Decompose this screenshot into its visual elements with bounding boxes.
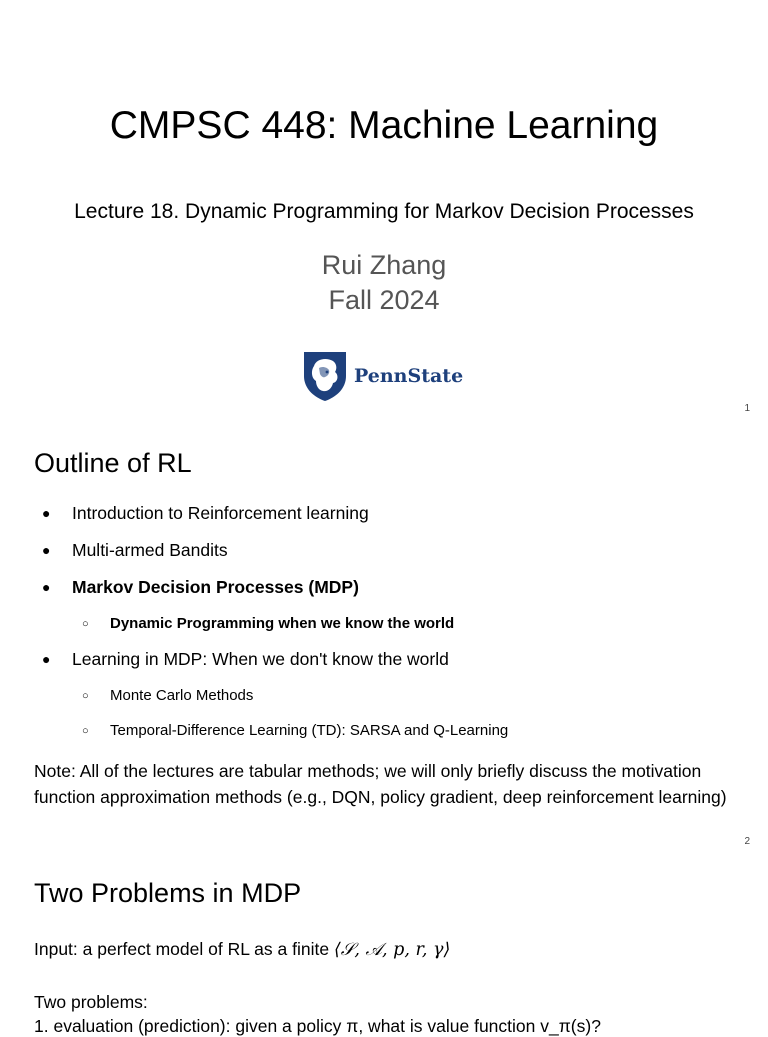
slide-title: Outline of RL — [34, 448, 192, 478]
note-paragraph: Note: All of the lectures are tabular methods; we will only briefly discuss the motivation function approximation methods (e.g., DQN, policy gradient, deep reinforcement learning) — [34, 761, 727, 807]
page-number: 2 — [744, 836, 750, 847]
bullet-icon: ● — [42, 579, 51, 595]
bullet-icon: ● — [42, 542, 51, 558]
author-name: Rui Zhang — [321, 250, 447, 280]
sub-bullet-icon: ○ — [82, 690, 89, 702]
course-title: CMPSC 448: Machine Learning — [109, 104, 659, 147]
pennstate-logo — [302, 350, 463, 402]
author-block — [0, 248, 768, 318]
term: Fall 2024 — [328, 285, 440, 315]
problem-item-evaluation: 1. evaluation (prediction): given a policy π, what is value function v_π(s)? — [34, 1016, 601, 1036]
title-slide — [0, 0, 768, 432]
lecture-subtitle: Lecture 18. Dynamic Programming for Markov Decision Processes — [74, 200, 694, 223]
logo-wordmark: PennState — [354, 365, 464, 387]
slide-title: Two Problems in MDP — [34, 878, 302, 908]
mdp-tuple: ⟨𝒮, 𝒜, p, r, γ⟩ — [333, 940, 451, 960]
two-problems-slide — [0, 866, 768, 1036]
sub-bullet-icon: ○ — [82, 618, 89, 630]
nittany-lion-shield-icon — [302, 350, 348, 402]
two-problems-label: Two problems: — [34, 992, 148, 1012]
bullet-icon: ● — [42, 651, 51, 667]
bullet-icon: ● — [42, 505, 51, 521]
page-number: 1 — [744, 403, 750, 414]
sub-bullet-icon: ○ — [82, 725, 89, 737]
input-description: Input: a perfect model of RL as a finite ⟨𝒮, 𝒜, p, r, γ⟩ — [34, 939, 451, 960]
outline-slide: Outline of RL ● Introduction to Reinforcement learning ● Multi-armed Bandits ● Markov Decision Processes (MDP) ○ Dynamic Programming when we know the world ● Learning in MDP: When we don't know the world ○ Monte Carlo Methods ○ Temporal-Difference Learning (TD): SARSA and Q-Learning Note: All of the lectures are tabular methods; we will only briefly discuss the motivation function approximation methods (e.g., DQN, policy gradient, deep reinforcement learning) 2 — [0, 433, 768, 865]
